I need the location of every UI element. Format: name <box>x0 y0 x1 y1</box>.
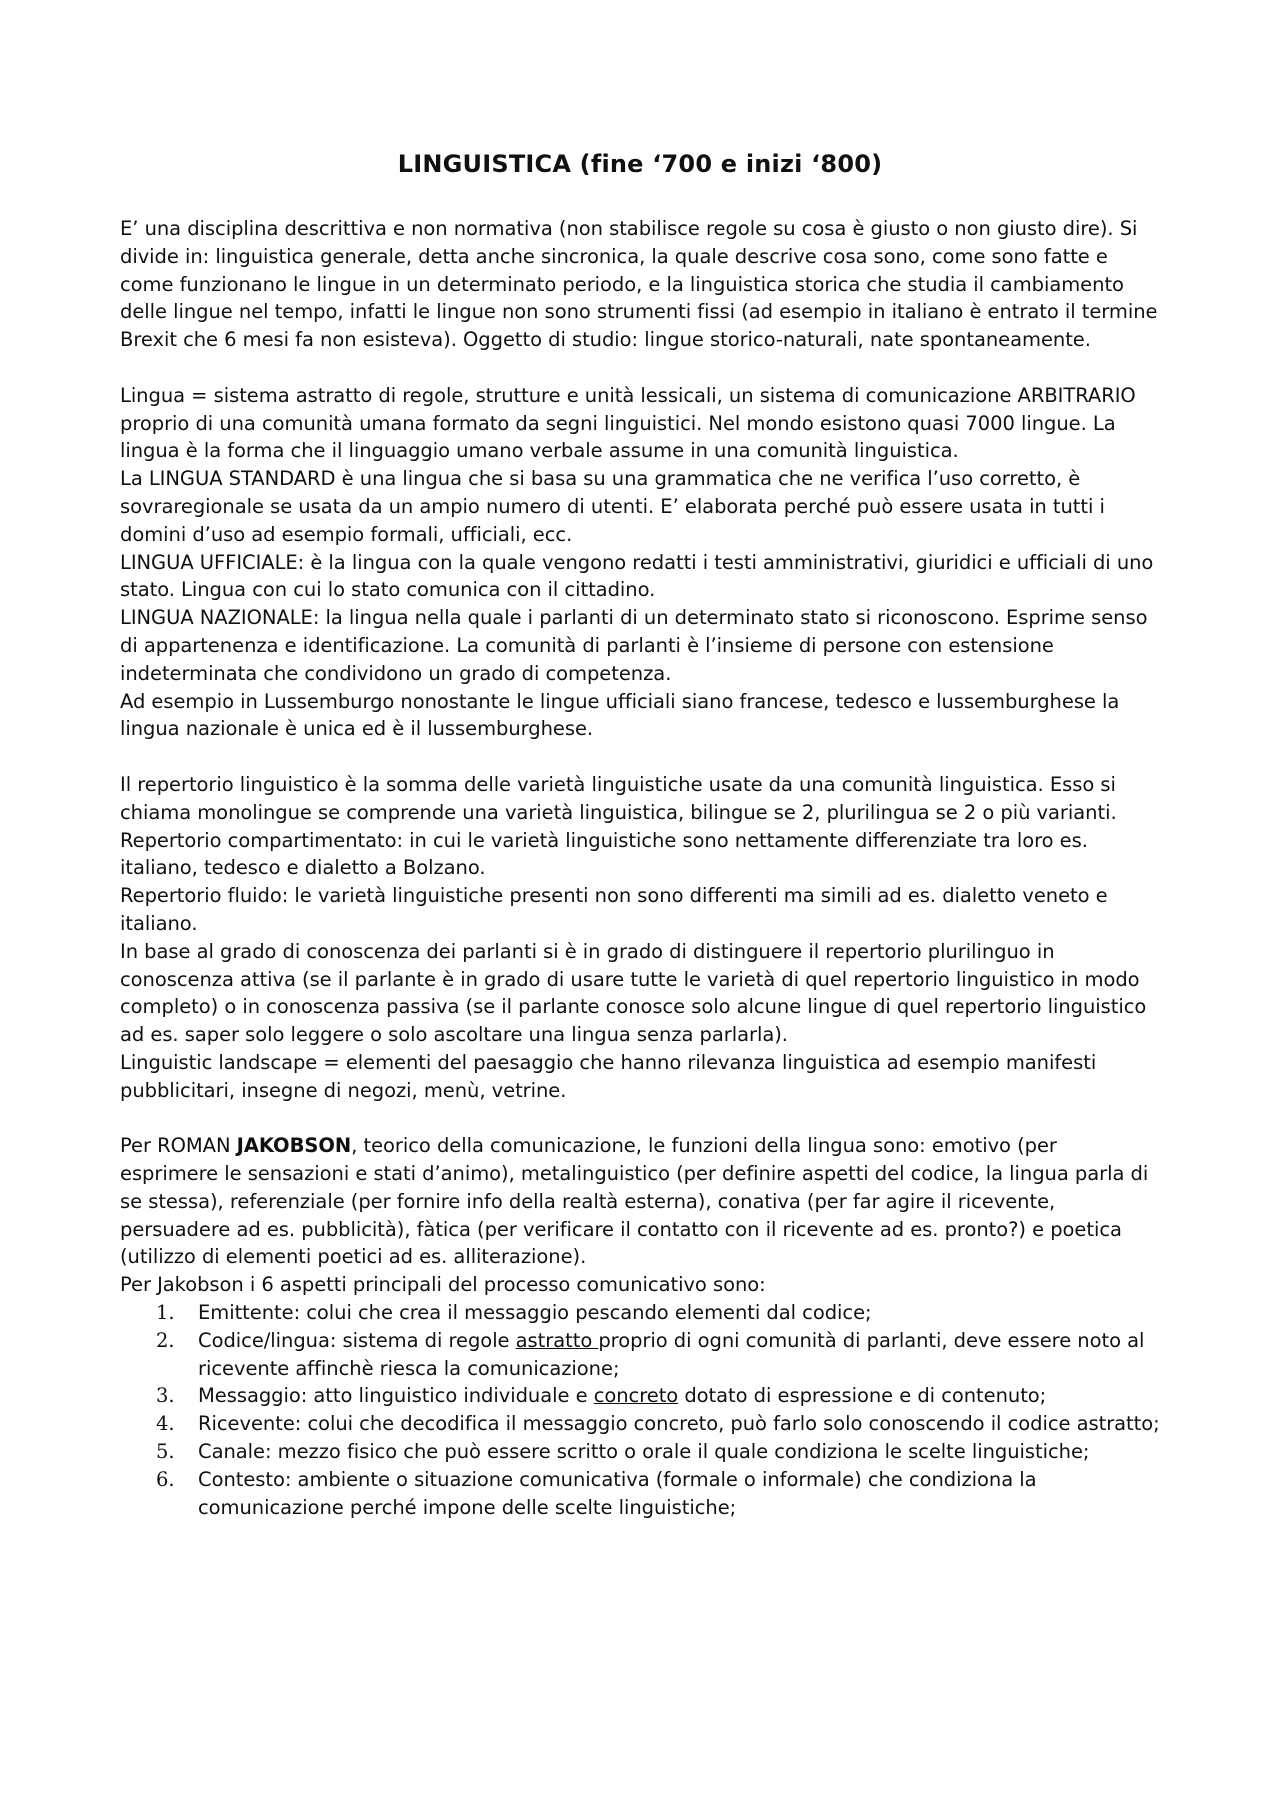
paragraph-repertorio-fluido: Repertorio fluido: le varietà linguistiche presenti non sono differenti ma simili ad es. dialetto veneto e italiano. <box>120 884 1108 935</box>
paragraph-aspetti: Per Jakobson i 6 aspetti principali del processo comunicativo sono: <box>120 1273 766 1297</box>
jakobson-name-bold: JAKOBSON <box>236 1134 352 1158</box>
jakobson-intro-text: Per ROMAN <box>120 1134 237 1158</box>
list-item-text: Messaggio: atto linguistico individuale e <box>198 1384 594 1408</box>
paragraph-lussemburgo: Ad esempio in Lussemburgo nonostante le lingue ufficiali siano francese, tedesco e lussemburghese la lingua nazionale è unica ed è il lussemburghese. <box>120 689 1120 741</box>
paragraph-conoscenza: In base al grado di conoscenza dei parlanti si è in grado di distinguere il repertorio plurilinguo in conoscenza attiva (se il parlante è in grado di usare tutte le varietà di quel repertorio linguistico in modo completo) o in conoscenza passiva (se il parlante conosce solo alcune lingue di quel repertorio linguistico ad es. saper solo leggere o solo ascoltare una lingua senza parlarla). <box>120 939 1147 1047</box>
list-item-text: Canale: mezzo fisico che può essere scritto o orale il quale condiziona le scelte linguistiche; <box>198 1440 1090 1464</box>
list-item <box>120 1327 1160 1383</box>
list-item-text: Emittente: colui che crea il messaggio pescando elementi dal codice; <box>198 1301 872 1325</box>
paragraph-linguistic-landscape: Linguistic landscape = elementi del paesaggio che hanno rilevanza linguistica ad esempio manifesti pubblicitari, insegne di negozi, menù, vetrine. <box>120 1050 1097 1102</box>
paragraph-spacer <box>120 354 1160 382</box>
list-number: 2. <box>156 1328 175 1352</box>
list-number: 1. <box>156 1301 175 1325</box>
list-item <box>120 1410 1160 1438</box>
list-item <box>120 1382 1160 1410</box>
list-item-text: Ricevente: colui che decodifica il messaggio concreto, può farlo solo conoscendo il codice astratto; <box>198 1412 1160 1436</box>
list-number: 5. <box>156 1440 175 1464</box>
underlined-term: astratto <box>515 1328 599 1352</box>
paragraph-spacer <box>120 743 1160 771</box>
list-number: 6. <box>156 1467 175 1491</box>
list-item <box>120 1299 1160 1327</box>
list-item-text: Codice/lingua: sistema di regole <box>198 1328 516 1352</box>
list-item-text: proprio di ogni comunità di parlanti, deve essere noto al ricevente affinchè riesca la comunicazione; <box>198 1328 1145 1380</box>
list-item <box>120 1466 1160 1522</box>
paragraph-spacer <box>120 1105 1160 1133</box>
list-item-text: dotato di espressione e di contenuto; <box>678 1384 1047 1408</box>
document-body <box>120 215 1160 1521</box>
list-number: 3. <box>156 1384 175 1408</box>
paragraph-repertorio: Il repertorio linguistico è la somma delle varietà linguistiche usate da una comunità linguistica. Esso si chiama monolingue se comprende una varietà linguistica, bilingue se 2, plurilingua se 2 o più varianti. Repertorio compartimentato: in cui le varietà linguistiche sono nettamente differenziate tra loro es. italiano, tedesco e dialetto a Bolzano. <box>120 772 1117 880</box>
jakobson-functions-text: , teorico della comunicazione, le funzioni della lingua sono: emotivo (per esprimere le sensazioni e stati d’animo), metalinguistico (per definire aspetti del codice, la lingua parla di se stessa), referenziale (per fornire info della realtà esterna), conativa (per far agire il ricevente, persuadere ad es. pubblicità), fàtica (per verificare il contatto con il ricevente ad es. pronto?) e poetica (utilizzo di elementi poetici ad es. alliterazione). <box>120 1134 1149 1269</box>
paragraph-lingua-ufficiale: LINGUA UFFICIALE: è la lingua con la quale vengono redatti i testi amministrativi, giuridici e ufficiali di uno stato. Lingua con cui lo stato comunica con il cittadino. <box>120 550 1154 602</box>
paragraph-lingua-standard: La LINGUA STANDARD è una lingua che si basa su una grammatica che ne verifica l’uso corretto, è sovraregionale se usata da un ampio numero di utenti. E’ elaborata perché può essere usata in tutti i domini d’uso ad esempio formali, ufficiali, ecc. <box>120 467 1105 546</box>
aspects-list <box>120 1299 1160 1521</box>
page-title: LINGUISTICA (fine ‘700 e inizi ‘800) <box>397 150 883 178</box>
paragraph-intro: E’ una disciplina descrittiva e non normativa (non stabilisce regole su cosa è giusto o non giusto dire). Si divide in: linguistica generale, detta anche sincronica, la quale descrive cosa sono, come sono fatte e come funzionano le lingue in un determinato periodo, e la linguistica storica che studia il cambiamento delle lingue nel tempo, infatti le lingue non sono strumenti fissi (ad esempio in italiano è entrato il termine Brexit che 6 mesi fa non esisteva). Oggetto di studio: lingue storico-naturali, nate spontaneamente. <box>120 217 1158 352</box>
underlined-term: concreto <box>593 1384 679 1408</box>
list-item <box>120 1438 1160 1466</box>
paragraph-jakobson <box>120 1132 1160 1271</box>
list-number: 4. <box>156 1412 175 1436</box>
paragraph-lingua-nazionale: LINGUA NAZIONALE: la lingua nella quale i parlanti di un determinato stato si riconoscono. Esprime senso di appartenenza e identificazione. La comunità di parlanti è l’insieme di persone con estensione indeterminata che condividono un grado di competenza. <box>120 606 1148 685</box>
paragraph-lingua: Lingua = sistema astratto di regole, strutture e unità lessicali, un sistema di comunicazione ARBITRARIO proprio di una comunità umana formato da segni linguistici. Nel mondo esistono quasi 7000 lingue. La lingua è la forma che il linguaggio umano verbale assume in una comunità linguistica. <box>120 383 1136 463</box>
list-item-text: Contesto: ambiente o situazione comunicativa (formale o informale) che condiziona la comunicazione perché impone delle scelte linguistiche; <box>198 1467 1037 1519</box>
